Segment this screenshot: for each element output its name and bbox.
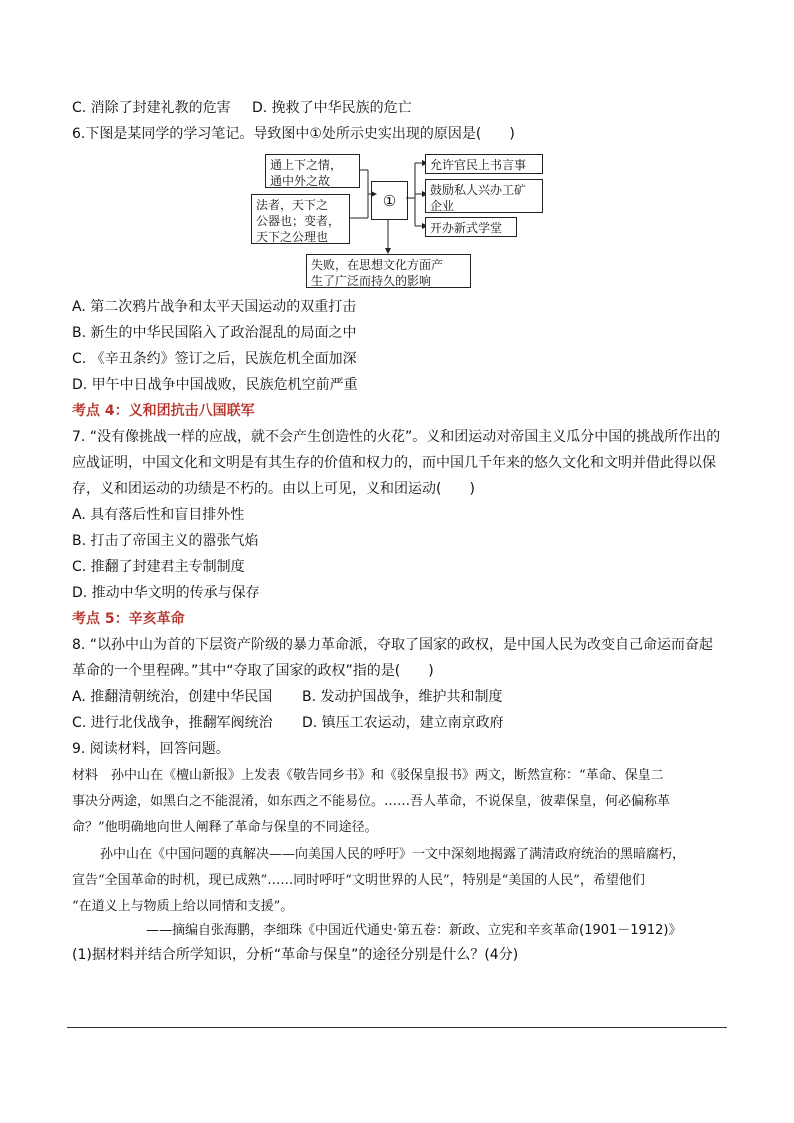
diagram-center-box: ① — [371, 181, 408, 220]
diagram-text: 通上下之情， — [270, 158, 343, 172]
diagram-text: 失败，在思想文化方面产 — [311, 258, 444, 272]
diagram-box-bottom — [306, 254, 471, 288]
footer-rule — [67, 1027, 727, 1028]
q8-line-1: 8. “以孙中山为首的下层资产阶级的暴力革命派，夺取了国家的政权，是中国人民为改变自己命运而奋起 — [72, 637, 714, 653]
q9-stem: 9. 阅读材料，回答问题。 — [72, 741, 230, 757]
q7-option-b: B. 打击了帝国主义的嚣张气焰 — [72, 533, 259, 549]
diagram-text: 鼓励私人兴办工矿 — [430, 183, 527, 197]
q6-stem: 6.下图是某同学的学习笔记。导致图中①处所示史实出现的原因是( ) — [72, 126, 515, 142]
q7-option-c: C. 推翻了封建君主专制制度 — [72, 559, 245, 575]
q6-option-d: D. 甲午中日战争中国战败，民族危机空前严重 — [72, 377, 358, 393]
q7-line-2: 应战证明，中国文化和文明是有其生存的价值和权力的，而中国几千年来的悠久文化和文明并借此得以保 — [72, 455, 716, 471]
q7-line-3: 存，义和团运动的功绩是不朽的。由以上可见，义和团运动( ) — [72, 481, 475, 497]
q8-line-2: 革命的一个里程碑。”其中“夺取了国家的政权”指的是( ) — [72, 663, 434, 679]
diagram-text: 法者，天下之 — [256, 198, 329, 212]
diagram-text: 通中外之故 — [270, 174, 331, 188]
diagram-box-left-top — [265, 154, 360, 188]
q6-option-a: A. 第二次鸦片战争和太平天国运动的双重打击 — [72, 299, 357, 315]
q7-option-d: D. 推动中华文明的传承与保存 — [72, 585, 260, 601]
q8-option-b: B. 发动护国战争，维护共和制度 — [302, 689, 503, 705]
diagram-box-right-2 — [425, 179, 543, 213]
diagram-text: 天下之公理也 — [256, 230, 329, 244]
q9-material-line: 材料 孙中山在《檀山新报》上发表《敬告同乡书》和《驳保皇报书》两文，断然宣称：“革命、保皇二 — [72, 768, 664, 783]
diagram-box-right-1: 允许官民上书言事 — [425, 154, 543, 174]
q9-material-line: 孙中山在《中国问题的真解决——向美国人民的呼吁》一文中深刻地揭露了满清政府统治的黑暗腐朽， — [100, 847, 686, 862]
q9-material-line: 事决分两途，如黑白之不能混淆，如东西之不能易位。……吾人革命，不说保皇，彼辈保皇，何必偏称革 — [72, 794, 671, 809]
q9-material-line: 宣告“全国革命的时机，现已成熟”……同时呼吁“文明世界的人民”，特别是“美国的人民”，希望他们 — [72, 873, 645, 888]
q5-option-d: D. 挽救了中华民族的危亡 — [252, 100, 412, 116]
q9-source: ——摘编自张海鹏，李细珠《中国近代通史·第五卷：新政、立宪和辛亥革命(1901－1912)》 — [146, 923, 682, 938]
q9-material-line: “在道义上与物质上给以同情和支援”。 — [72, 899, 294, 914]
section-heading-kp5: 考点 5：辛亥革命 — [72, 611, 185, 627]
q9-subquestion-1: (1)据材料并结合所学知识，分析“革命与保皇”的途径分别是什么？(4分) — [72, 947, 519, 963]
q7-option-a: A. 具有落后性和盲目排外性 — [72, 507, 245, 523]
q8-option-d: D. 镇压工农运动，建立南京政府 — [302, 715, 504, 731]
q5-option-c: C. 消除了封建礼教的危害 — [72, 100, 231, 116]
diagram-box-left-bottom — [251, 194, 350, 244]
q8-option-a: A. 推翻清朝统治，创建中华民国 — [72, 689, 273, 705]
q9-material-line: 命？”他明确地向世人阐释了革命与保皇的不同途径。 — [72, 820, 378, 835]
diagram-text: 生了广泛而持久的影响 — [311, 274, 432, 288]
diagram-text: 公器也；变者， — [256, 214, 341, 228]
q6-option-c: C. 《辛丑条约》签订之后，民族危机全面加深 — [72, 351, 357, 367]
diagram-box-right-3: 开办新式学堂 — [425, 217, 517, 237]
section-heading-kp4: 考点 4：义和团抗击八国联军 — [72, 403, 255, 419]
diagram-text: 企业 — [430, 199, 455, 213]
q7-line-1: 7. “没有像挑战一样的应战，就不会产生创造性的火花”。义和团运动对帝国主义瓜分中国的挑战所作出的 — [72, 429, 721, 445]
q8-option-c: C. 进行北伐战争，推翻军阀统治 — [72, 715, 273, 731]
q6-option-b: B. 新生的中华民国陷入了政治混乱的局面之中 — [72, 325, 357, 341]
